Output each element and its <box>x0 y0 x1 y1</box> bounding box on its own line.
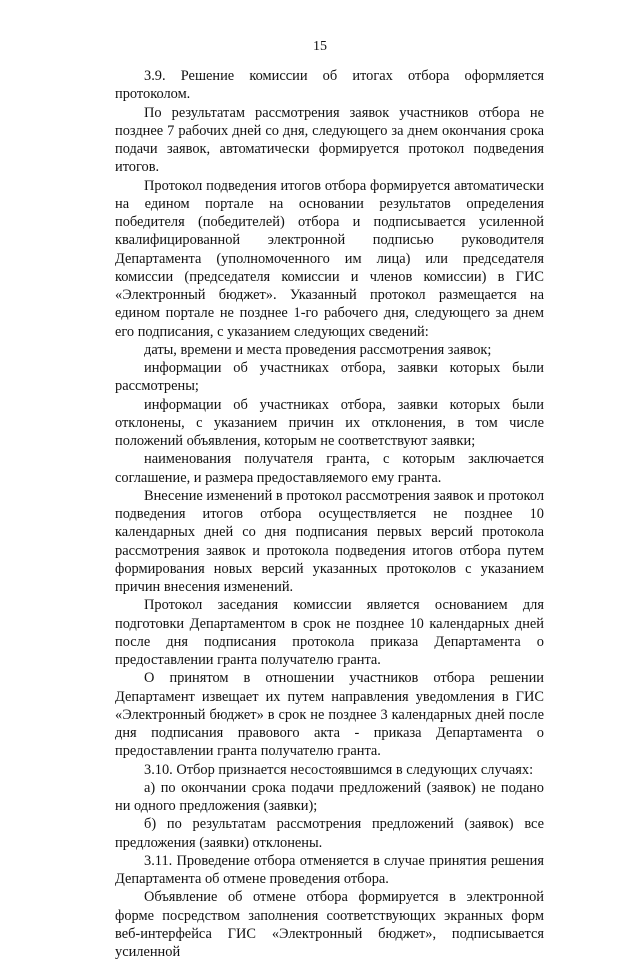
paragraph-protocol-changes: Внесение изменений в протокол рассмотрения заявок и протокол подведения итогов отбора осуществляется не позднее 10 календарных дней со дня подписания первых версий протокола рассмотрения заявок и протокола подведения итогов отбора путем формирования новых версий указанных протоколов с указанием причин внесения изменений. <box>115 487 544 595</box>
paragraph-3-10: 3.10. Отбор признается несостоявшимся в следующих случаях: <box>144 761 534 778</box>
body-text <box>115 67 544 961</box>
paragraph-cancellation-notice: Объявление об отмене отбора формируется в электронной форме посредством заполнения соответствующих экранных форм веб-интерфейса ГИС «Электронный бюджет», подписывается усиленной <box>115 889 544 960</box>
paragraph-meeting-protocol: Протокол заседания комиссии является основанием для подготовки Департаментом в срок не позднее 10 календарных дней после дня подписания протокола приказа Департамента о предоставлении гранта получателю гранта. <box>115 597 544 668</box>
page-number: 15 <box>313 39 327 54</box>
paragraph-reviewed-participants: информации об участниках отбора, заявки которых были рассмотрены; <box>115 360 544 395</box>
paragraph-review-results: По результатам рассмотрения заявок участников отбора не позднее 7 рабочих дней со дня, следующего за днем окончания срока подачи заявок, автоматически формируется протокол подведения итогов. <box>115 104 544 176</box>
paragraph-rejected-participants: информации об участниках отбора, заявки которых были отклонены, с указанием причин их отклонения, в том числе положений объявления, которым не соответствуют заявки; <box>115 396 544 449</box>
paragraph-grant-recipient: наименования получателя гранта, с которым заключается соглашение, и размера предоставляемого ему гранта. <box>115 451 544 486</box>
paragraph-results-protocol: Протокол подведения итогов отбора формируется автоматически на едином портале на основании результатов определения победителя (победителей) отбора и подписывается усиленной квалифицированной электронной подписью руководителя Департамента (уполномоченного им лица) или председателя комиссии (председателя комиссии и членов комиссии) в ГИС «Электронный бюджет». Указанный протокол размещается на едином портале не позднее 1-го рабочего дня, следующего за днем его подписания, с указанием следующих сведений: <box>115 177 544 340</box>
paragraph-dates-info: даты, времени и места проведения рассмотрения заявок; <box>144 341 492 358</box>
paragraph-case-a: а) по окончании срока подачи предложений (заявок) не подано ни одного предложения (заявки); <box>115 779 544 814</box>
paragraph-notification: О принятом в отношении участников отбора решении Департамент извещает их путем направления уведомления в ГИС «Электронный бюджет» в срок не позднее 3 календарных дней после дня подписания правового акта - приказа Департамента о предоставлении гранта получателю гранта. <box>115 670 544 760</box>
paragraph-3-11: 3.11. Проведение отбора отменяется в случае принятия решения Департамента об отмене проведения отбора. <box>115 852 544 887</box>
paragraph-case-b: б) по результатам рассмотрения предложений (заявок) все предложения (заявки) отклонены. <box>115 816 544 851</box>
paragraph-3-9: 3.9. Решение комиссии об итогах отбора оформляется протоколом. <box>115 68 544 103</box>
